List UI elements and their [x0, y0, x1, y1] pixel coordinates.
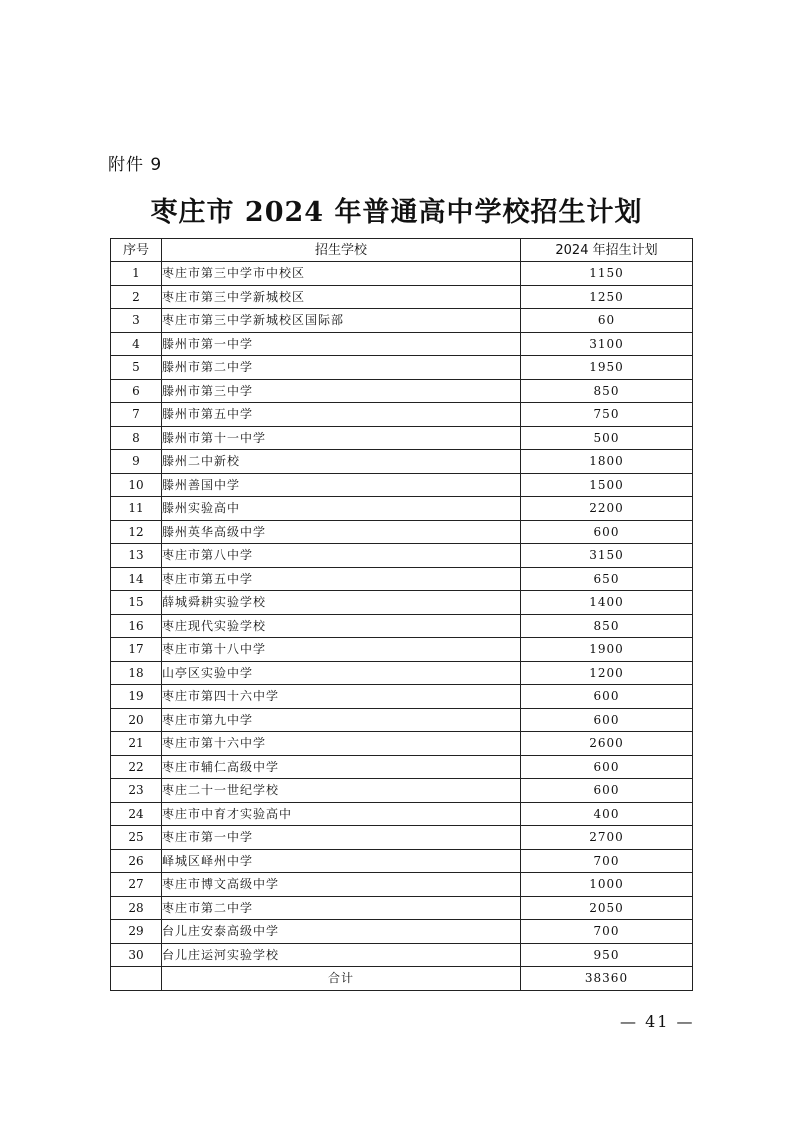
table-row — [111, 661, 693, 685]
row-number-cell: 23 — [111, 779, 162, 803]
page-number: — 41 — — [620, 1012, 695, 1031]
plan-value-cell: 600 — [521, 755, 693, 779]
total-plan-cell: 38360 — [521, 967, 693, 991]
school-name-cell: 枣庄市第十六中学 — [162, 732, 521, 756]
row-number-cell: 25 — [111, 826, 162, 850]
plan-value-cell: 1400 — [521, 591, 693, 615]
row-number-cell: 3 — [111, 309, 162, 333]
plan-value-cell: 600 — [521, 708, 693, 732]
school-name-cell: 枣庄市第三中学新城校区 — [162, 285, 521, 309]
plan-value-cell: 2600 — [521, 732, 693, 756]
table-row — [111, 450, 693, 474]
plan-value-cell: 1200 — [521, 661, 693, 685]
school-name-cell: 枣庄市第十八中学 — [162, 638, 521, 662]
row-number-cell: 11 — [111, 497, 162, 521]
enrollment-plan-table — [110, 238, 693, 991]
school-name-cell: 枣庄市第二中学 — [162, 896, 521, 920]
school-name-cell: 滕州市第一中学 — [162, 332, 521, 356]
school-name-cell: 滕州市第二中学 — [162, 356, 521, 380]
plan-value-cell: 1250 — [521, 285, 693, 309]
plan-value-cell: 1000 — [521, 873, 693, 897]
row-number-cell: 17 — [111, 638, 162, 662]
school-name-cell: 滕州二中新校 — [162, 450, 521, 474]
school-name-cell: 枣庄市第九中学 — [162, 708, 521, 732]
school-name-cell: 滕州市第三中学 — [162, 379, 521, 403]
school-name-cell: 枣庄市辅仁高级中学 — [162, 755, 521, 779]
table-row — [111, 285, 693, 309]
school-name-cell: 枣庄市第三中学新城校区国际部 — [162, 309, 521, 333]
table-row — [111, 309, 693, 333]
attachment-label: 附件 9 — [108, 155, 163, 175]
row-number-cell: 30 — [111, 943, 162, 967]
plan-value-cell: 600 — [521, 779, 693, 803]
row-number-cell: 19 — [111, 685, 162, 709]
row-number-cell: 16 — [111, 614, 162, 638]
table-row — [111, 379, 693, 403]
table-row — [111, 638, 693, 662]
table-row — [111, 896, 693, 920]
header-plan: 2024 年招生计划 — [521, 239, 693, 262]
row-number-cell: 27 — [111, 873, 162, 897]
table-row — [111, 356, 693, 380]
plan-value-cell: 1900 — [521, 638, 693, 662]
table-row — [111, 826, 693, 850]
table-row — [111, 497, 693, 521]
plan-value-cell: 1950 — [521, 356, 693, 380]
table-row — [111, 473, 693, 497]
row-number-cell: 26 — [111, 849, 162, 873]
row-number-cell: 10 — [111, 473, 162, 497]
row-number-cell: 8 — [111, 426, 162, 450]
school-name-cell: 枣庄二十一世纪学校 — [162, 779, 521, 803]
school-name-cell: 枣庄市第四十六中学 — [162, 685, 521, 709]
table-row — [111, 779, 693, 803]
school-name-cell: 枣庄市第一中学 — [162, 826, 521, 850]
school-name-cell: 峄城区峄州中学 — [162, 849, 521, 873]
document-title: 枣庄市 2024 年普通高中学校招生计划 — [150, 197, 643, 228]
plan-value-cell: 700 — [521, 920, 693, 944]
row-number-cell: 15 — [111, 591, 162, 615]
table-row — [111, 685, 693, 709]
table-row — [111, 849, 693, 873]
row-number-cell: 1 — [111, 262, 162, 286]
table-header-row — [111, 239, 693, 262]
row-number-cell: 4 — [111, 332, 162, 356]
row-number-cell: 20 — [111, 708, 162, 732]
school-name-cell: 枣庄市博文高级中学 — [162, 873, 521, 897]
table-row — [111, 802, 693, 826]
row-number-cell: 6 — [111, 379, 162, 403]
school-name-cell: 滕州市第十一中学 — [162, 426, 521, 450]
row-number-cell: 24 — [111, 802, 162, 826]
row-number-cell: 13 — [111, 544, 162, 568]
school-name-cell: 山亭区实验中学 — [162, 661, 521, 685]
plan-value-cell: 400 — [521, 802, 693, 826]
plan-value-cell: 850 — [521, 614, 693, 638]
table-row — [111, 614, 693, 638]
row-number-cell: 21 — [111, 732, 162, 756]
row-number-cell: 28 — [111, 896, 162, 920]
plan-value-cell: 600 — [521, 685, 693, 709]
plan-value-cell: 60 — [521, 309, 693, 333]
school-name-cell: 滕州实验高中 — [162, 497, 521, 521]
row-number-cell: 22 — [111, 755, 162, 779]
row-number-cell: 2 — [111, 285, 162, 309]
school-name-cell: 台儿庄安泰高级中学 — [162, 920, 521, 944]
plan-value-cell: 950 — [521, 943, 693, 967]
school-name-cell: 薛城舜耕实验学校 — [162, 591, 521, 615]
school-name-cell: 滕州善国中学 — [162, 473, 521, 497]
plan-value-cell: 600 — [521, 520, 693, 544]
plan-value-cell: 3150 — [521, 544, 693, 568]
table-row — [111, 708, 693, 732]
row-number-cell: 5 — [111, 356, 162, 380]
school-name-cell: 枣庄市第八中学 — [162, 544, 521, 568]
table-row — [111, 426, 693, 450]
row-number-cell: 18 — [111, 661, 162, 685]
table-row — [111, 332, 693, 356]
total-no-cell — [111, 967, 162, 991]
row-number-cell: 14 — [111, 567, 162, 591]
plan-value-cell: 700 — [521, 849, 693, 873]
row-number-cell: 29 — [111, 920, 162, 944]
table-row — [111, 943, 693, 967]
table-row — [111, 403, 693, 427]
header-school: 招生学校 — [162, 239, 521, 262]
total-label-cell: 合计 — [162, 967, 521, 991]
row-number-cell: 12 — [111, 520, 162, 544]
plan-value-cell: 650 — [521, 567, 693, 591]
row-number-cell: 9 — [111, 450, 162, 474]
table-row — [111, 873, 693, 897]
plan-value-cell: 3100 — [521, 332, 693, 356]
total-row — [111, 967, 693, 991]
plan-value-cell: 850 — [521, 379, 693, 403]
plan-value-cell: 750 — [521, 403, 693, 427]
school-name-cell: 枣庄市中育才实验高中 — [162, 802, 521, 826]
table-body — [111, 262, 693, 967]
plan-value-cell: 2050 — [521, 896, 693, 920]
row-number-cell: 7 — [111, 403, 162, 427]
school-name-cell: 滕州英华高级中学 — [162, 520, 521, 544]
header-serial-number: 序号 — [111, 239, 162, 262]
table-row — [111, 520, 693, 544]
table-row — [111, 262, 693, 286]
school-name-cell: 枣庄市第五中学 — [162, 567, 521, 591]
table-row — [111, 755, 693, 779]
plan-value-cell: 1500 — [521, 473, 693, 497]
plan-value-cell: 2700 — [521, 826, 693, 850]
school-name-cell: 台儿庄运河实验学校 — [162, 943, 521, 967]
table-row — [111, 567, 693, 591]
plan-value-cell: 500 — [521, 426, 693, 450]
table-row — [111, 732, 693, 756]
school-name-cell: 滕州市第五中学 — [162, 403, 521, 427]
table-row — [111, 920, 693, 944]
school-name-cell: 枣庄市第三中学市中校区 — [162, 262, 521, 286]
plan-value-cell: 1150 — [521, 262, 693, 286]
school-name-cell: 枣庄现代实验学校 — [162, 614, 521, 638]
plan-value-cell: 2200 — [521, 497, 693, 521]
table-row — [111, 591, 693, 615]
table-row — [111, 544, 693, 568]
plan-value-cell: 1800 — [521, 450, 693, 474]
